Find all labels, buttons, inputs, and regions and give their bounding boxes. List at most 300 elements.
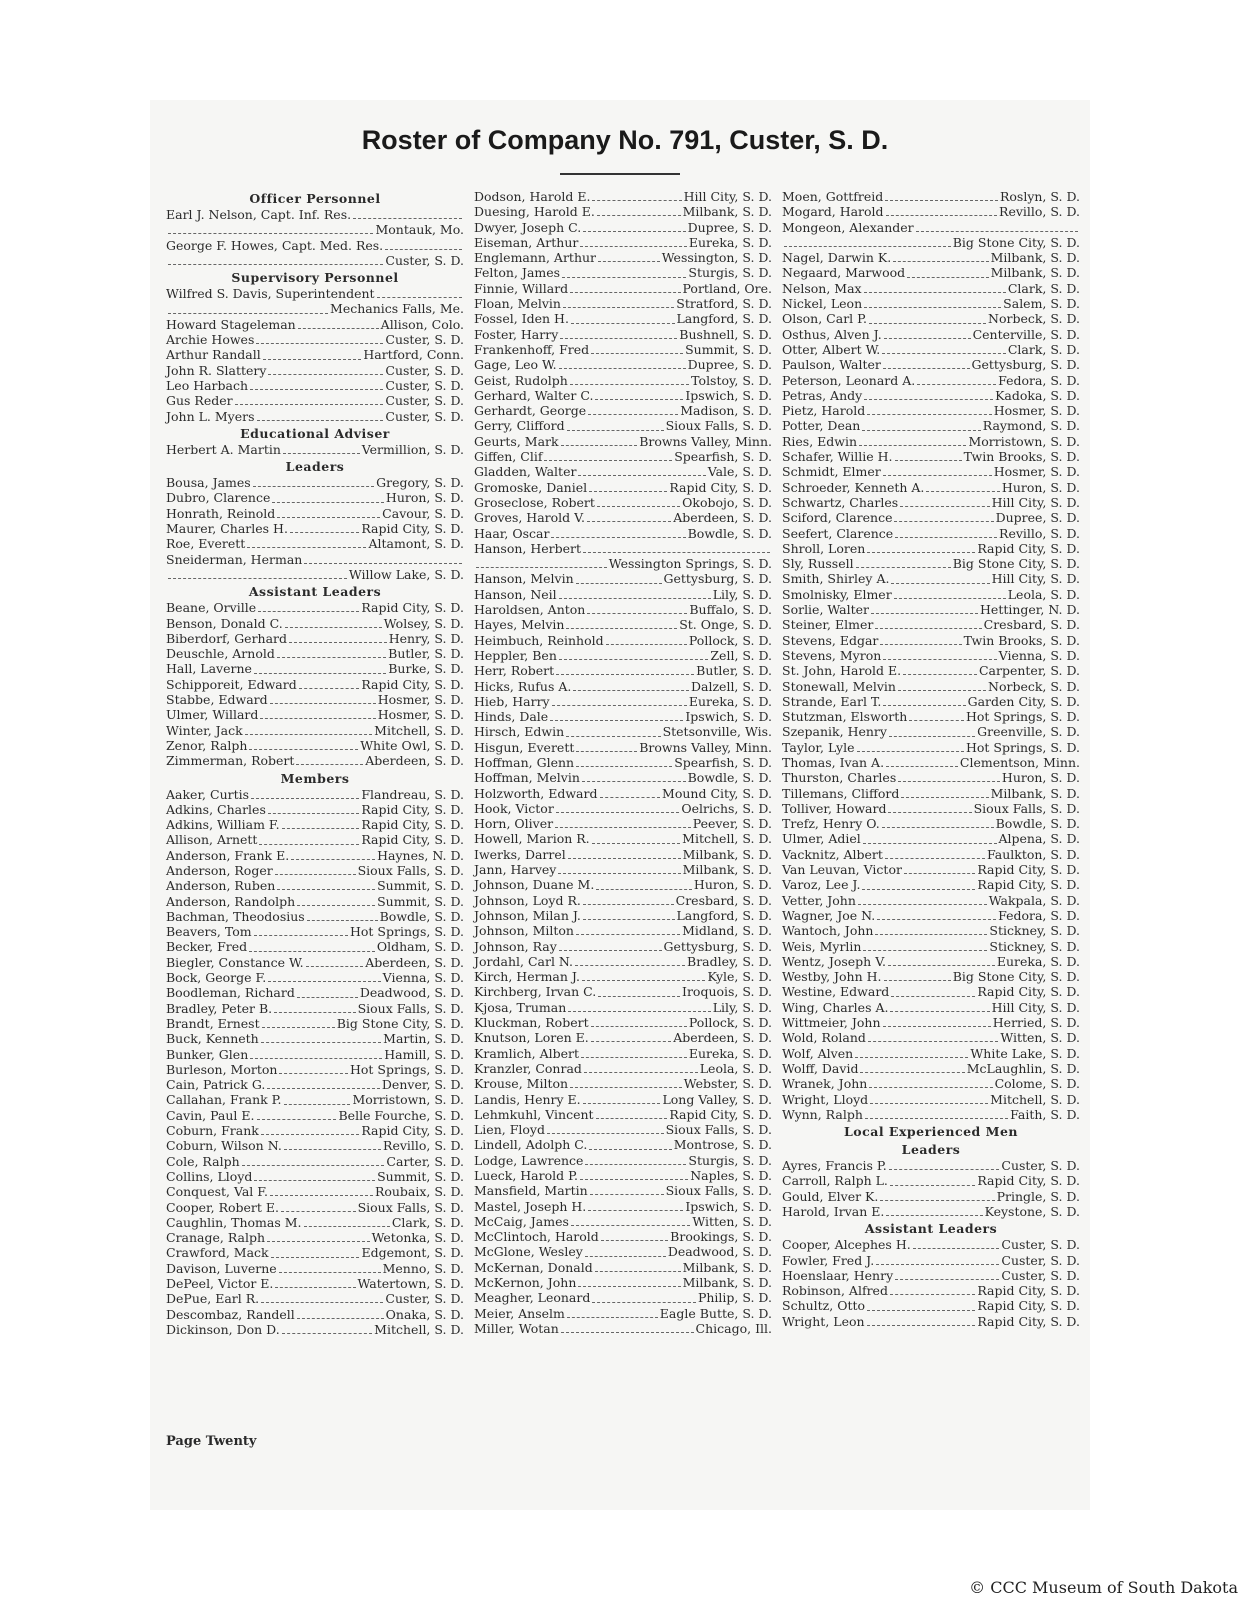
leader-dots: [860, 1064, 964, 1073]
member-name: Johnson, Loyd R.: [474, 892, 581, 908]
roster-entry: [782, 220, 1080, 235]
roster-entry: [166, 1215, 464, 1230]
leader-dots: [257, 412, 384, 421]
roster-entry: [782, 617, 1080, 632]
roster-entry: [474, 1275, 772, 1290]
leader-dots: [476, 559, 607, 568]
section-heading: Educational Adviser: [240, 425, 390, 441]
member-hometown: Keystone, S. D.: [984, 1204, 1080, 1219]
member-hometown: Hosmer, S. D.: [377, 692, 464, 708]
member-hometown: Summit, S. D.: [377, 878, 464, 894]
member-name: Burleson, Morton: [166, 1061, 278, 1077]
leader-dots: [261, 1126, 359, 1135]
member-name: Cole, Ralph: [166, 1153, 240, 1169]
member-hometown: Sioux Falls, S. D.: [357, 862, 464, 878]
leader-dots: [581, 1049, 687, 1058]
member-hometown: Milbank, S. D.: [682, 204, 772, 220]
member-hometown: Custer, S. D.: [1001, 1158, 1080, 1174]
member-name: Gould, Elver K.: [782, 1188, 879, 1204]
roster-entry: [474, 1092, 772, 1107]
member-hometown: Altamont, S. D.: [368, 536, 464, 552]
member-name: Benson, Donald C.: [166, 615, 283, 631]
member-name: Miller, Wotan: [474, 1320, 559, 1336]
roster-entry: [166, 787, 464, 802]
leader-dots: [591, 1033, 671, 1042]
member-name: Crawford, Mack: [166, 1245, 269, 1261]
member-name: Heimbuch, Reinhold: [474, 632, 604, 648]
leader-dots: [559, 942, 662, 951]
leader-dots: [385, 241, 462, 250]
member-name: Nelson, Max: [782, 280, 862, 296]
leader-dots: [279, 1264, 381, 1273]
roster-entry: [782, 373, 1080, 388]
member-hometown: Oldham, S. D.: [376, 939, 464, 955]
member-hometown: Hartford, Conn.: [363, 347, 464, 363]
leader-dots: [259, 836, 359, 845]
roster-entry: [166, 817, 464, 832]
roster-entry: [166, 238, 464, 253]
roster-entry: [166, 692, 464, 707]
member-name: Becker, Fred: [166, 939, 248, 955]
roster-entry: [474, 679, 772, 694]
member-hometown: Big Stone City, S. D.: [952, 234, 1080, 250]
member-hometown: Kyle, S. D.: [707, 969, 772, 985]
roster-entry: [474, 1076, 772, 1091]
leader-dots: [862, 881, 975, 890]
roster-entry: [474, 189, 772, 204]
roster-entry: [474, 250, 772, 265]
member-hometown: Witten, S. D.: [692, 1213, 772, 1229]
leader-dots: [567, 422, 664, 431]
leader-dots: [168, 570, 347, 579]
member-hometown: Custer, S. D.: [385, 393, 464, 409]
member-name: Schafer, Willie H.: [782, 449, 893, 465]
roster-entry: [474, 1153, 772, 1168]
member-name: Thurston, Charles: [782, 770, 897, 786]
roster-entry: [782, 204, 1080, 219]
member-hometown: Buffalo, S. D.: [689, 602, 772, 618]
roster-entry: [166, 506, 464, 521]
member-hometown: Hosmer, S. D.: [993, 403, 1080, 419]
member-name: Hanson, Melvin: [474, 571, 574, 587]
leader-dots: [274, 1004, 355, 1013]
roster-entry: [166, 1016, 464, 1031]
member-name: Stevens, Edgar: [782, 632, 879, 648]
leader-dots: [595, 1263, 681, 1272]
leader-dots: [291, 851, 375, 860]
leader-dots: [284, 1096, 351, 1105]
roster-entry: [166, 1108, 464, 1123]
leader-dots: [589, 1141, 671, 1150]
roster-entry: [782, 893, 1080, 908]
member-name: Maurer, Charles H.: [166, 521, 288, 537]
leader-dots: [304, 555, 462, 564]
member-hometown: Hot Springs, S. D.: [966, 739, 1080, 755]
roster-entry: [782, 495, 1080, 510]
leader-dots: [556, 804, 680, 813]
member-hometown: Vienna, S. D.: [382, 970, 464, 986]
leader-dots: [235, 396, 384, 405]
member-name: Olson, Carl P.: [782, 311, 867, 327]
roster-entry: [166, 646, 464, 661]
roster-entry: [782, 265, 1080, 280]
leader-dots: [571, 315, 675, 324]
member-hometown: Milbank, S. D.: [990, 785, 1080, 801]
roster-column-2: [474, 189, 772, 1336]
leader-dots: [576, 575, 662, 584]
section-heading: Local Experienced Men: [843, 1124, 1019, 1140]
member-name: Hieb, Harry: [474, 693, 550, 709]
member-hometown: Watertown, S. D.: [357, 1276, 464, 1291]
member-hometown: Tolstoy, S. D.: [691, 372, 772, 388]
member-name: Tillemans, Clifford: [782, 785, 900, 801]
member-name: Westby, John H.: [782, 969, 882, 985]
member-hometown: Huron, S. D.: [693, 877, 772, 893]
member-hometown: Eagle Butte, S. D.: [659, 1305, 772, 1321]
member-name: Cain, Patrick G.: [166, 1077, 266, 1093]
leader-dots: [583, 1095, 661, 1104]
roster-entry: [166, 1184, 464, 1199]
leader-dots: [890, 1177, 975, 1186]
member-hometown: Hill City, S. D.: [991, 494, 1080, 510]
leader-dots: [889, 1161, 1000, 1170]
leader-dots: [576, 743, 637, 752]
roster-entry: [166, 363, 464, 378]
leader-dots: [583, 896, 674, 905]
member-name: Bradley, Peter B.: [166, 1000, 273, 1016]
member-hometown: Belle Fourche, S. D.: [338, 1107, 464, 1123]
member-name: Stutzman, Elsworth: [782, 709, 908, 725]
member-name: Geurts, Mark: [474, 433, 559, 449]
member-hometown: Greenville, S. D.: [977, 724, 1080, 740]
roster-entry: [782, 1189, 1080, 1204]
leader-dots: [578, 1278, 680, 1287]
member-name: Westine, Edward: [782, 984, 890, 1000]
leader-dots: [296, 756, 363, 765]
member-name: Sorlie, Walter: [782, 602, 870, 618]
leader-dots: [597, 498, 680, 507]
roster-entry: [166, 723, 464, 738]
member-hometown: Rapid City, S. D.: [669, 1106, 772, 1122]
roster-entry: [166, 600, 464, 615]
roster-entry: [782, 250, 1080, 265]
member-hometown: Gettysburg, S. D.: [663, 571, 772, 587]
roster-entry: [474, 648, 772, 663]
roster-entry: [782, 877, 1080, 892]
roster-entry: [474, 709, 772, 724]
member-hometown: Philip, S. D.: [697, 1290, 772, 1306]
member-hometown: Iroquois, S. D.: [682, 984, 772, 1000]
leader-dots: [863, 942, 987, 951]
member-hometown: McLaughlin, S. D.: [966, 1060, 1080, 1076]
leader-dots: [591, 345, 683, 354]
roster-entry: [782, 663, 1080, 678]
member-hometown: Midland, S. D.: [682, 923, 772, 939]
leader-dots: [583, 544, 770, 553]
leader-dots: [884, 972, 951, 981]
member-name: Kjosa, Truman: [474, 999, 567, 1015]
roster-entry: [474, 1321, 772, 1336]
member-name: Thomas, Ivan A.: [782, 754, 885, 770]
member-name: Ries, Edwin: [782, 433, 858, 449]
member-hometown: Revillo, S. D.: [383, 1138, 464, 1154]
leader-dots: [570, 1079, 682, 1088]
leader-dots: [559, 590, 711, 599]
leader-dots: [863, 835, 997, 844]
member-hometown: Deadwood, S. D.: [667, 1244, 772, 1260]
leader-dots: [277, 881, 375, 890]
roster-entry: [474, 617, 772, 632]
leader-dots: [253, 478, 374, 487]
leader-dots: [576, 758, 672, 767]
leader-dots: [251, 790, 359, 799]
leader-dots: [909, 712, 964, 721]
member-name: Davison, Luverne: [166, 1260, 277, 1276]
roster-entry: [166, 1077, 464, 1092]
leader-dots: [245, 726, 372, 735]
leader-dots: [891, 575, 989, 584]
member-name: Aaker, Curtis: [166, 786, 250, 802]
member-hometown: Rapid City, S. D.: [977, 862, 1080, 878]
member-hometown: Gettysburg, S. D.: [971, 357, 1080, 373]
leader-dots: [562, 269, 686, 278]
member-name: Roe, Everett: [166, 536, 246, 552]
roster-entry: [782, 403, 1080, 418]
member-hometown: Custer, S. D.: [385, 408, 464, 424]
roster-entry: [782, 1092, 1080, 1107]
member-name: Arthur Randall: [166, 347, 261, 363]
roster-entry: [782, 1253, 1080, 1268]
leader-dots: [886, 1207, 982, 1216]
member-name: Osthus, Alven J.: [782, 326, 882, 342]
member-name: Gromoske, Daniel: [474, 479, 588, 495]
member-hometown: Dalzell, S. D.: [690, 678, 772, 694]
member-name: Hinds, Dale: [474, 709, 549, 725]
roster-entry: [166, 1307, 464, 1322]
leader-dots: [275, 866, 356, 875]
member-name: Vetter, John: [782, 892, 856, 908]
member-name: Hoffman, Melvin: [474, 770, 580, 786]
leader-dots: [898, 773, 1000, 782]
leader-dots: [552, 697, 687, 706]
member-name: Wentz, Joseph V.: [782, 953, 887, 969]
member-hometown: Clark, S. D.: [1007, 280, 1080, 296]
roster-entry: [474, 694, 772, 709]
leader-dots: [281, 1203, 356, 1212]
roster-entry: [782, 464, 1080, 479]
member-hometown: Okobojo, S. D.: [682, 494, 772, 510]
member-name: Taylor, Lyle: [782, 739, 855, 755]
member-hometown: Browns Valley, Minn.: [639, 433, 772, 449]
leader-dots: [256, 335, 383, 344]
member-name: Van Leuvan, Victor: [782, 862, 902, 878]
leader-dots: [882, 819, 994, 828]
leader-dots: [267, 1233, 370, 1242]
leader-dots: [242, 1157, 385, 1166]
member-name: Cranage, Ralph: [166, 1230, 266, 1246]
leader-dots: [582, 972, 706, 981]
roster-entry: [782, 1107, 1080, 1122]
leader-dots: [249, 741, 358, 750]
member-hometown: Hot Springs, S. D.: [966, 709, 1080, 725]
member-hometown: Alpena, S. D.: [998, 831, 1080, 847]
member-hometown: Summit, S. D.: [377, 893, 464, 909]
member-name: Trefz, Henry O.: [782, 816, 880, 832]
member-name: Duesing, Harold E.: [474, 204, 595, 220]
member-hometown: Custer, S. D.: [385, 252, 464, 268]
leader-dots: [864, 391, 993, 400]
leader-dots: [883, 1018, 991, 1027]
roster-entry: [474, 541, 772, 556]
leader-dots: [867, 406, 992, 415]
roster-entry: [166, 567, 464, 582]
leader-dots: [592, 192, 681, 201]
leader-dots: [864, 284, 1006, 293]
member-name: Lueck, Harold P.: [474, 1168, 578, 1183]
roster-entry: [474, 1000, 772, 1015]
leader-dots: [282, 1325, 372, 1334]
leader-dots: [864, 299, 1001, 308]
leader-dots: [871, 605, 978, 614]
member-hometown: Summit, S. D.: [685, 341, 772, 357]
leader-dots: [867, 544, 975, 553]
leader-dots: [877, 911, 996, 920]
member-hometown: Rapid City, S. D.: [977, 540, 1080, 556]
roster-entry: [166, 1123, 464, 1138]
member-name: McGlone, Wesley: [474, 1244, 583, 1260]
member-name: Nagel, Darwin K.: [782, 250, 892, 266]
leader-dots: [600, 789, 661, 798]
member-hometown: Roslyn, S. D.: [999, 189, 1080, 204]
roster-entry: [782, 801, 1080, 816]
member-name: John R. Slattery: [166, 362, 267, 378]
member-hometown: Witten, S. D.: [1000, 1030, 1080, 1046]
member-hometown: Colome, S. D.: [994, 1076, 1080, 1092]
roster-entry: [166, 616, 464, 631]
member-name: Eiseman, Arthur: [474, 234, 579, 250]
roster-entry: [474, 1183, 772, 1198]
member-hometown: Milbank, S. D.: [682, 1275, 772, 1291]
leader-dots: [257, 1111, 337, 1120]
leader-dots: [904, 865, 975, 874]
leader-dots: [260, 710, 375, 719]
member-hometown: Henry, S. D.: [388, 630, 464, 646]
member-hometown: Ipswich, S. D.: [685, 387, 772, 403]
leader-dots: [267, 1080, 380, 1089]
leader-dots: [289, 634, 387, 643]
leader-dots: [589, 483, 667, 492]
member-name: Dwyer, Joseph C.: [474, 219, 582, 235]
member-hometown: Milbank, S. D.: [990, 265, 1080, 281]
leader-dots: [882, 345, 1006, 354]
member-name: Earl J. Nelson, Capt. Inf. Res.: [166, 207, 352, 222]
leader-dots: [561, 437, 638, 446]
member-name: Meier, Anselm: [474, 1305, 565, 1321]
member-hometown: Langford, S. D.: [676, 907, 772, 923]
roster-entry: [782, 571, 1080, 586]
roster-entry: [166, 1001, 464, 1016]
page-title: Roster of Company No. 791, Custer, S. D.: [361, 125, 889, 155]
roster-entry: [782, 1298, 1080, 1313]
member-name: Cooper, Robert E.: [166, 1199, 279, 1215]
roster-entry: [166, 1322, 464, 1337]
leader-dots: [590, 1186, 664, 1195]
leader-dots: [560, 330, 677, 339]
leader-dots: [573, 682, 689, 691]
leader-dots: [890, 1286, 975, 1295]
leader-dots: [592, 835, 681, 844]
member-hometown: Revillo, S. D.: [999, 204, 1080, 220]
member-hometown: Fedora, S. D.: [998, 372, 1080, 388]
leader-dots: [880, 636, 961, 645]
member-name: Kranzler, Conrad: [474, 1060, 582, 1076]
member-name: Archie Howes: [166, 332, 255, 348]
leader-dots: [917, 376, 996, 385]
leader-dots: [587, 605, 687, 614]
roster-entry: [474, 311, 772, 326]
leader-dots: [297, 989, 358, 998]
leader-dots: [582, 773, 686, 782]
member-name: Adkins, Charles: [166, 801, 266, 817]
member-name: Smolnisky, Elmer: [782, 586, 892, 602]
leader-dots: [271, 1249, 360, 1258]
member-name: Lindell, Adolph C.: [474, 1137, 588, 1153]
roster-entry: [166, 409, 464, 424]
member-name: Hirsch, Edwin: [474, 724, 565, 740]
roster-entry: [782, 847, 1080, 862]
member-hometown: Mitchell, S. D.: [990, 1091, 1080, 1107]
roster-entry: [166, 1031, 464, 1046]
roster-entry: [166, 1276, 464, 1291]
member-hometown: Stickney, S. D.: [989, 938, 1080, 954]
member-hometown: Burke, S. D.: [388, 661, 464, 677]
roster-entry: [782, 923, 1080, 938]
leader-dots: [254, 665, 386, 674]
roster-entry: [782, 954, 1080, 969]
member-name: Hanson, Neil: [474, 586, 557, 602]
leader-dots: [561, 1324, 694, 1333]
member-hometown: Sioux Falls, S. D.: [665, 1183, 772, 1199]
member-name: George F. Howes, Capt. Med. Res.: [166, 237, 384, 253]
member-hometown: Wessington, S. D.: [661, 250, 772, 266]
member-hometown: Bradley, S. D.: [687, 953, 772, 969]
leader-dots: [907, 269, 988, 278]
member-name: Wolff, David: [782, 1060, 859, 1076]
member-hometown: Milbank, S. D.: [682, 862, 772, 878]
member-name: Anderson, Ruben: [166, 878, 276, 894]
roster-entry: [474, 770, 772, 785]
member-name: Herbert A. Martin: [166, 441, 281, 457]
member-hometown: Rapid City, S. D.: [361, 817, 464, 833]
roster-entry: [474, 847, 772, 862]
leader-dots: [284, 1141, 381, 1150]
member-hometown: Roubaix, S. D.: [374, 1184, 464, 1200]
member-hometown: Milbank, S. D.: [990, 250, 1080, 266]
leader-dots: [275, 1279, 355, 1288]
member-name: St. John, Harold E.: [782, 663, 902, 679]
member-hometown: Haynes, N. D.: [377, 847, 464, 863]
roster-entry: [166, 347, 464, 362]
roster-entry: [166, 985, 464, 1000]
roster-entry: [474, 724, 772, 739]
roster-entry: [782, 939, 1080, 954]
roster-entry: [166, 207, 464, 222]
member-name: Krouse, Milton: [474, 1076, 569, 1092]
member-name: Fowler, Fred J.: [782, 1252, 875, 1268]
member-name: Geist, Rudolph: [474, 372, 568, 388]
member-hometown: Rapid City, S. D.: [977, 1283, 1080, 1299]
leader-dots: [254, 927, 348, 936]
